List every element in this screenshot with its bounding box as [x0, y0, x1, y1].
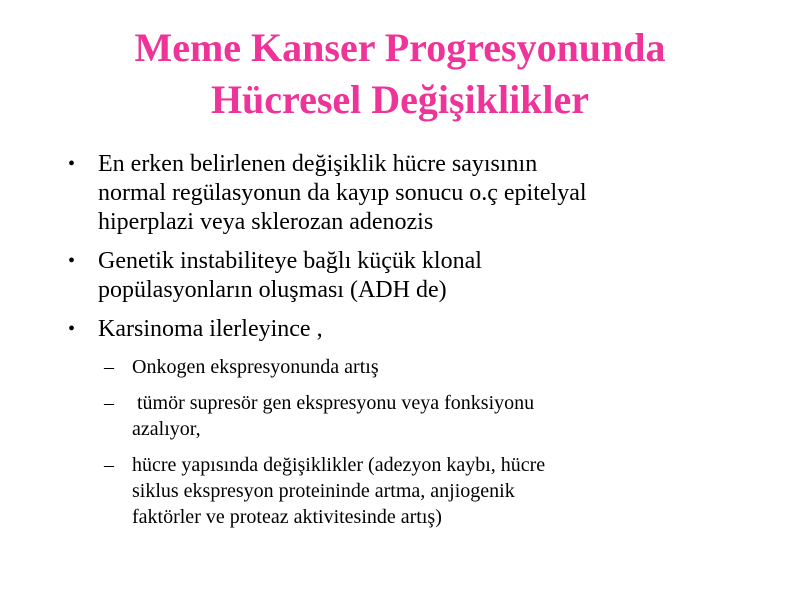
bullet-icon: •: [68, 250, 76, 272]
sub-item-line: hücre yapısında değişiklikler (adezyon kaybı, hücre: [132, 454, 546, 476]
dash-icon: –: [104, 392, 114, 414]
bullet-line: hiperplazi veya sklerozan adenozis: [98, 209, 434, 235]
bullet-icon: •: [68, 153, 76, 175]
bullet-text: [98, 315, 768, 344]
sub-item-text: [132, 354, 768, 380]
bullet-icon: •: [68, 318, 76, 340]
sub-item-text: [132, 390, 768, 442]
title-line-1: Meme Kanser Progresyonunda: [134, 25, 666, 70]
bullet-line: En erken belirlenen değişiklik hücre sayısının: [98, 151, 538, 177]
slide-body: [68, 150, 768, 540]
bullet-line: normal regülasyonun da kayıp sonucu o.ç epitelyal: [98, 180, 587, 206]
sub-item-line: faktörler ve proteaz aktivitesinde artış): [132, 506, 442, 528]
dash-icon: –: [104, 454, 114, 476]
sub-item-line: siklus ekspresyon proteininde artma, anjiogenik: [132, 480, 515, 502]
sub-item: [68, 390, 768, 442]
bullet-item: [68, 150, 768, 237]
title-line-2: Hücresel Değişiklikler: [210, 77, 590, 122]
sub-item-line: tümör supresör gen ekspresyonu veya fonksiyonu: [132, 392, 535, 414]
bullet-text: [98, 247, 768, 305]
bullet-item: [68, 315, 768, 344]
dash-icon: –: [104, 356, 114, 378]
bullet-text: [98, 150, 768, 237]
bullet-line: Genetik instabiliteye bağlı küçük klonal: [98, 248, 482, 274]
bullet-item: [68, 247, 768, 305]
sub-item-line: Onkogen ekspresyonunda artış: [132, 356, 379, 378]
sub-item: [68, 452, 768, 530]
sub-item-text: [132, 452, 768, 530]
bullet-line: popülasyonların oluşması (ADH de): [98, 277, 447, 303]
bullet-line: Karsinoma ilerleyince ,: [98, 316, 323, 342]
sub-item: [68, 354, 768, 380]
sub-item-line: azalıyor,: [132, 418, 201, 440]
slide-title: [40, 22, 760, 126]
